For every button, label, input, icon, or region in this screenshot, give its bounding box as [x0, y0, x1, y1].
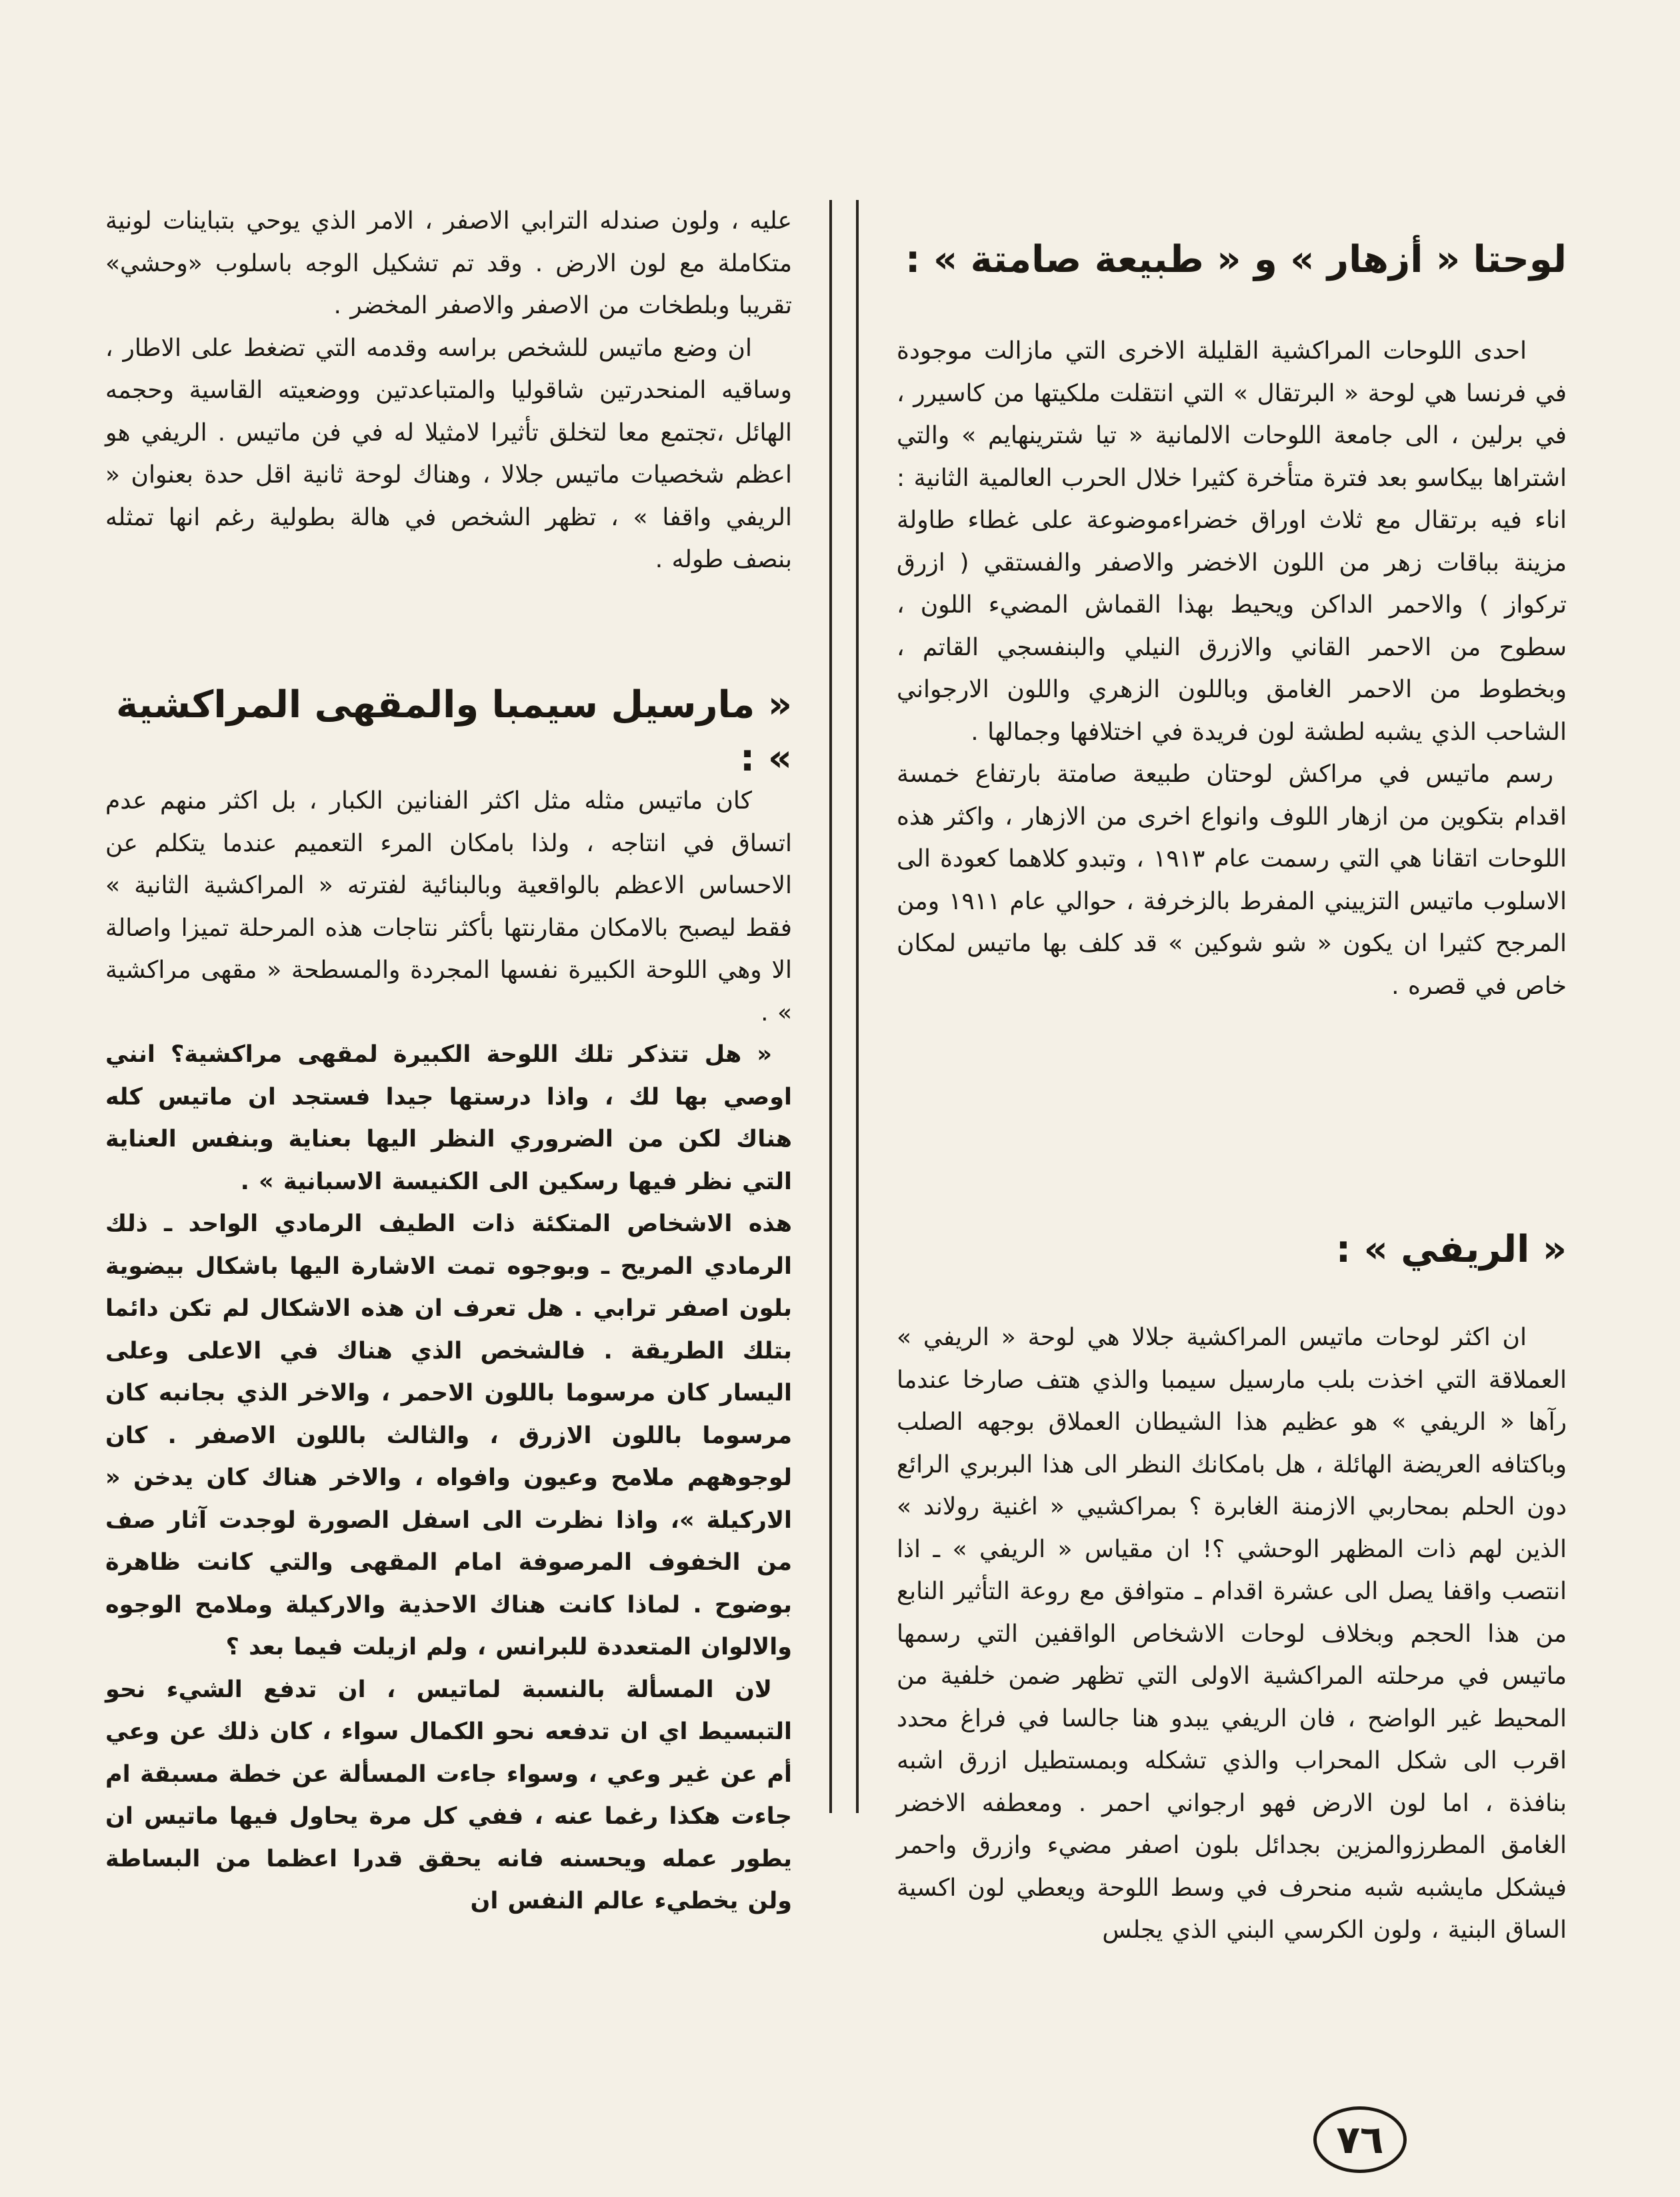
heading-flowers-still-life: لوحتا « أزهار » و « طبيعة صامتة » :: [905, 238, 1567, 281]
paragraph-riffian-placement: ان وضع ماتيس للشخص براسه وقدمه التي تضغط على الاطار ، وساقيه المنحدرتين شاقوليا والمتباعدتين ووضعيته القاسية وحجمه الهائل ،تجتمع معا لتخلق تأثيرا لامثيلا له في فن ماتيس . الريفي هو اعظم شخصيات ماتيس جلالا ، وهناك لوحة ثانية اقل حدة بعنوان « الريفي واقفا » ، تظهر الشخص في هالة بطولية رغم انها تمثله بنصف طوله .: [105, 334, 792, 573]
page-number: ٧٦: [1313, 2106, 1407, 2173]
paragraph-riffian-continued: عليه ، ولون صندله الترابي الاصفر ، الامر الذي يوحي بتباينات لونية متكاملة مع لون الارض . وقد تم تشكيل الوجه باسلوب «وحشي» تقريبا وبلطخات من الاصفر والاصفر المخضر .: [105, 207, 792, 319]
paragraph-riffian: ان اكثر لوحات ماتيس المراكشية جلالا هي لوحة « الريفي » العملاقة التي اخذت بلب مارسيل سيمبا والذي هتف صارخا عندما رآها « الريفي » هو عظيم هذا الشيطان العملاق بوجهه الصلب وباكتافه العريضة الهائلة ، هل بامكانك النظر الى هذا البربري الرائع دون الحلم بمحاربي الازمنة الغابرة ؟ بمراكشيي « اغنية رولاند » الذين لهم ذات المظهر الوحشي ؟! ان مقياس « الريفي » ـ اذا انتصب واقفا يصل الى عشرة اقدام ـ متوافق مع روعة التأثير النابع من هذا الحجم وبخلاف لوحات الاشخاص الواقفين التي رسمها ماتيس في مرحلته المراكشية الاولى التي تظهر ضمن خلفية من المحيط غير الواضح ، فان الريفي يبدو هنا جالسا في فراغ محدد اقرب الى شكل المحراب والذي تشكله وبمستطيل ازرق اشبه بنافذة ، اما لون الارض فهو ارجواني احمر . ومعطفه الاخضر الغامق المطرزوالمزين بجدائل بلون اصفر مضيء وازرق واحمر فيشكل مايشبه شبه منحرف في وسط اللوحة ويعطي لون اكسية الساق البنية ، ولون الكرسي البني الذي يجلس: [897, 1324, 1567, 1944]
column-divider: [829, 200, 859, 1813]
heading-riffian: « الريفي » :: [1335, 1228, 1567, 1271]
paragraph-inconsistency: كان ماتيس مثله مثل اكثر الفنانين الكبار ، بل اكثر منهم عدم اتساق في انتاجه ، ولذا بامكان المرء التعميم عندما يتكلم عن الاحساس الاعظم بالواقعية وبالبنائية لفترته « المراكشية الثانية » فقط ليصبح بالامكان مقارنتها بأكثر نتاجات هذه المرحلة تميزا واصالة الا وهي اللوحة الكبيرة نفسها المجردة والمسطحة « مقهى مراكشية » .: [105, 787, 792, 1027]
section-riffian-body: [897, 1316, 1567, 1952]
riffian-continued: [105, 200, 792, 581]
section-sembat-cafe-body: [105, 780, 792, 1923]
paragraph-quote-cafe: « هل تتذكر تلك اللوحة الكبيرة لمقهى مراكشية؟ انني اوصي بها لك ، واذا درستها جيدا فستجد ان ماتيس كله هناك لكن من الضروري النظر اليها بعناية وبنفس العناية التي نظر فيها رسكين الى الكنيسة الاسبانية » .: [105, 1041, 792, 1195]
paragraph-grey-figures: هذه الاشخاص المتكئة ذات الطيف الرمادي الواحد ـ ذلك الرمادي المريح ـ وبوجوه تمت الاشارة اليها باشكال بيضوية بلون اصفر ترابي . هل تعرف ان هذه الاشكال لم تكن دائما بتلك الطريقة . فالشخص الذي هناك في الاعلى وعلى اليسار كان مرسوما باللون الاحمر ، والاخر الذي بجانبه كان مرسوما باللون الازرق ، والثالث باللون الاصفر . كان لوجوههم ملامح وعيون وافواه ، والاخر هناك كان يدخن « الاركيلة »، واذا نظرت الى اسفل الصورة لوجدت آثار صف من الخفوف المرصوفة امام المقهى والتي كانت ظاهرة بوضوح . لماذا كانت هناك الاحذية والاركيلة وملامح الوجوه والالوان المتعددة للبرانس ، ولم ازيلت فيما بعد ؟: [105, 1210, 792, 1660]
paragraph-simplification: لان المسألة بالنسبة لماتيس ، ان تدفع الشيء نحو التبسيط اي ان تدفعه نحو الكمال سواء ، كان ذلك عن وعي أم عن غير وعي ، وسواء جاءت المسألة عن خطة مسبقة ام جاءت هكذا رغما عنه ، ففي كل مرة يحاول فيها ماتيس ان يطور عمله ويحسنه فانه يحقق قدرا اعظما من البساطة ولن يخطيء عالم النفس ان: [105, 1676, 792, 1914]
heading-sembat-cafe: « مارسيل سيمبا والمقهى المراكشية » :: [115, 683, 792, 780]
section-flowers-still-life-body: [897, 330, 1567, 1007]
paragraph-oranges: احدى اللوحات المراكشية القليلة الاخرى التي مازالت موجودة في فرنسا هي لوحة « البرتقال » التي انتقلت ملكيتها من كاسيرر ، في برلين ، الى جامعة اللوحات الالمانية « تيا شترينهايم » والتي اشتراها بيكاسو بعد فترة متأخرة كثيرا خلال الحرب العالمية الثانية : اناء فيه برتقال مع ثلاث اوراق خضراءموضوعة على غطاء طاولة مزينة بباقات زهر من اللون الاخضر والاصفر والفستقي ( ازرق تركواز ) والاحمر الداكن ويحيط بهذا القماش المضيء اللون ، سطوح من الاحمر القاني والازرق النيلي والبنفسجي القاتم ، وبخطوط من الاحمر الغامق وباللون الزهري واللون الارجواني الشاحب الذي يشبه لطشة لون فريدة في اختلافها وجمالها .: [897, 337, 1567, 746]
paragraph-still-life-1913: رسم ماتيس في مراكش لوحتان طبيعة صامتة بارتفاع خمسة اقدام بتكوين من ازهار اللوف وانواع اخرى من الازهار ، واكثر هذه اللوحات اتقانا هي التي رسمت عام ١٩١٣ ، وتبدو كلاهما كعودة الى الاسلوب ماتيس التزييني المفرط بالزخرفة ، حوالي عام ١٩١١ ومن المرجح كثيرا ان يكون « شو شوكين » قد كلف بها ماتيس لمكان خاص في قصره .: [897, 761, 1567, 1000]
